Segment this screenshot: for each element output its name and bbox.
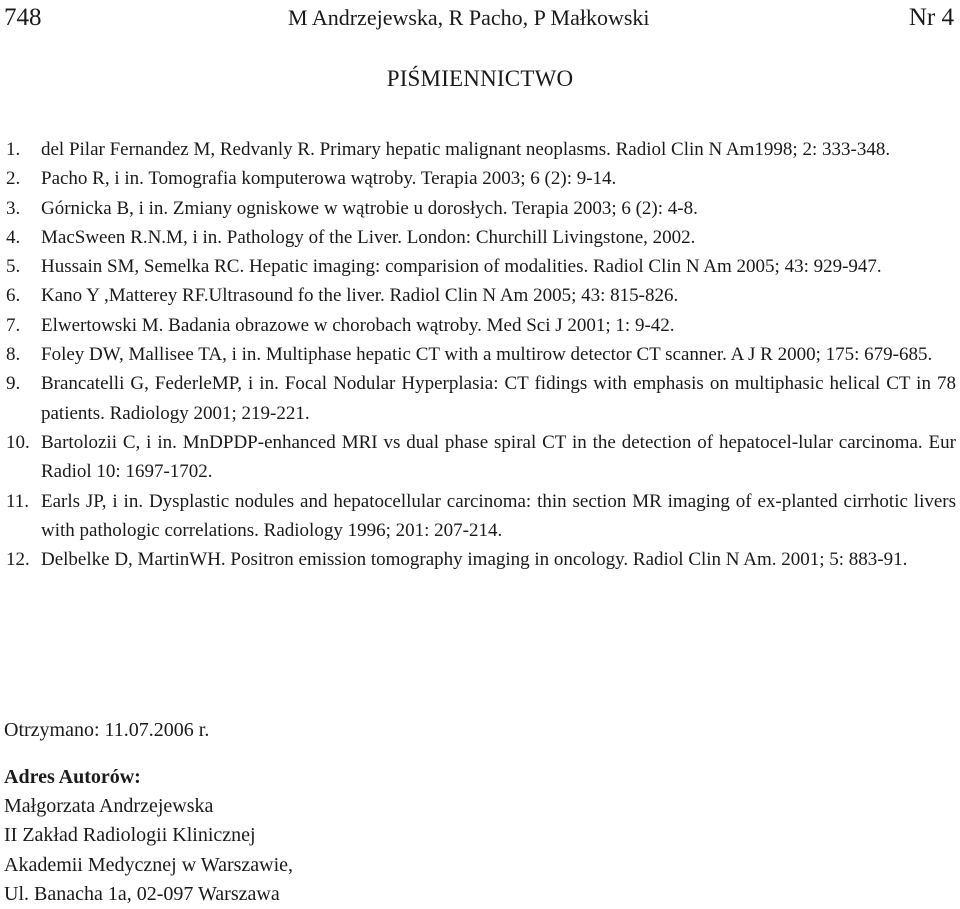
reference-item bbox=[6, 545, 956, 574]
reference-number: 3. bbox=[6, 197, 21, 219]
reference-number: 2. bbox=[6, 168, 21, 190]
reference-item bbox=[6, 164, 956, 193]
reference-text: Górnicka B, i in. Zmiany ogniskowe w wątrobie u dorosłych. Terapia 2003; 6 (2): 4-8. bbox=[41, 197, 698, 219]
reference-number: 11. bbox=[6, 490, 30, 512]
reference-item bbox=[6, 135, 956, 164]
address-line: Akademii Medycznej w Warszawie, bbox=[4, 853, 294, 876]
section-title: PIŚMIENNICTWO bbox=[386, 66, 574, 91]
reference-text: MacSween R.N.M, i in. Pathology of the Liver. London: Churchill Livingstone, 2002. bbox=[41, 226, 696, 248]
reference-item bbox=[6, 223, 956, 252]
issue-number: Nr 4 bbox=[908, 4, 954, 31]
reference-item bbox=[6, 311, 956, 340]
reference-item bbox=[6, 281, 956, 310]
address-heading: Adres Autorów: bbox=[4, 766, 141, 788]
received-date: Otrzymano: 11.07.2006 r. bbox=[4, 719, 210, 741]
reference-text: Earls JP, i in. Dysplastic nodules and hepatocellular carcinoma: thin section MR imaging of ex-planted cirrhotic livers with pathologic correlations. Radiology 1996; 201: 207-214. bbox=[41, 490, 956, 541]
reference-item bbox=[6, 487, 956, 546]
reference-item bbox=[6, 369, 956, 428]
reference-number: 4. bbox=[6, 226, 21, 248]
reference-text: Bartolozii C, i in. MnDPDP-enhanced MRI vs dual phase spiral CT in the detection of hepatocel-lular carcinoma. Eur Radiol 10: 1697-1702. bbox=[41, 431, 956, 483]
page-number: 748 bbox=[4, 4, 42, 31]
address-line: Małgorzata Andrzejewska bbox=[4, 795, 214, 818]
reference-list bbox=[6, 135, 956, 574]
address-line: II Zakład Radiologii Klinicznej bbox=[4, 824, 256, 847]
reference-text: Pacho R, i in. Tomografia komputerowa wątroby. Terapia 2003; 6 (2): 9-14. bbox=[41, 168, 617, 190]
author-address bbox=[4, 763, 293, 909]
reference-item bbox=[6, 252, 956, 281]
reference-number: 8. bbox=[6, 344, 21, 366]
reference-text: Hussain SM, Semelka RC. Hepatic imaging: comparision of modalities. Radiol Clin N Am 2005; 43: 929-947. bbox=[41, 256, 882, 278]
reference-text: Kano Y ,Matterey RF.Ultrasound fo the liver. Radiol Clin N Am 2005; 43: 815-826. bbox=[41, 285, 679, 307]
reference-text: Foley DW, Mallisee TA, i in. Multiphase hepatic CT with a multirow detector CT scanner. A J R 2000; 175: 679-685. bbox=[41, 344, 933, 366]
reference-text: del Pilar Fernandez M, Redvanly R. Primary hepatic malignant neoplasms. Radiol Clin N Am1998; 2: 333-348. bbox=[41, 139, 891, 160]
reference-item bbox=[6, 194, 956, 223]
reference-number: 9. bbox=[6, 373, 21, 395]
reference-text: Elwertowski M. Badania obrazowe w chorobach wątroby. Med Sci J 2001; 1: 9-42. bbox=[41, 314, 675, 336]
address-line: Ul. Banacha 1a, 02-097 Warszawa bbox=[4, 882, 280, 905]
reference-number: 5. bbox=[6, 256, 21, 278]
reference-text: Brancatelli G, FederleMP, i in. Focal Nodular Hyperplasia: CT fidings with emphasis on multiphasic helical CT in 78 patients. Radiology 2001; 219-221. bbox=[41, 373, 956, 424]
reference-number: 12. bbox=[6, 549, 30, 571]
reference-text: Delbelke D, MartinWH. Positron emission tomography imaging in oncology. Radiol Clin N Am. 2001; 5: 883-91. bbox=[41, 549, 908, 571]
reference-number: 7. bbox=[6, 314, 21, 336]
reference-item bbox=[6, 428, 956, 487]
reference-number: 1. bbox=[6, 139, 21, 160]
reference-item bbox=[6, 340, 956, 369]
reference-number: 10. bbox=[6, 431, 30, 453]
running-head-authors: M Andrzejewska, R Pacho, P Małkowski bbox=[288, 5, 650, 30]
reference-number: 6. bbox=[6, 285, 21, 307]
